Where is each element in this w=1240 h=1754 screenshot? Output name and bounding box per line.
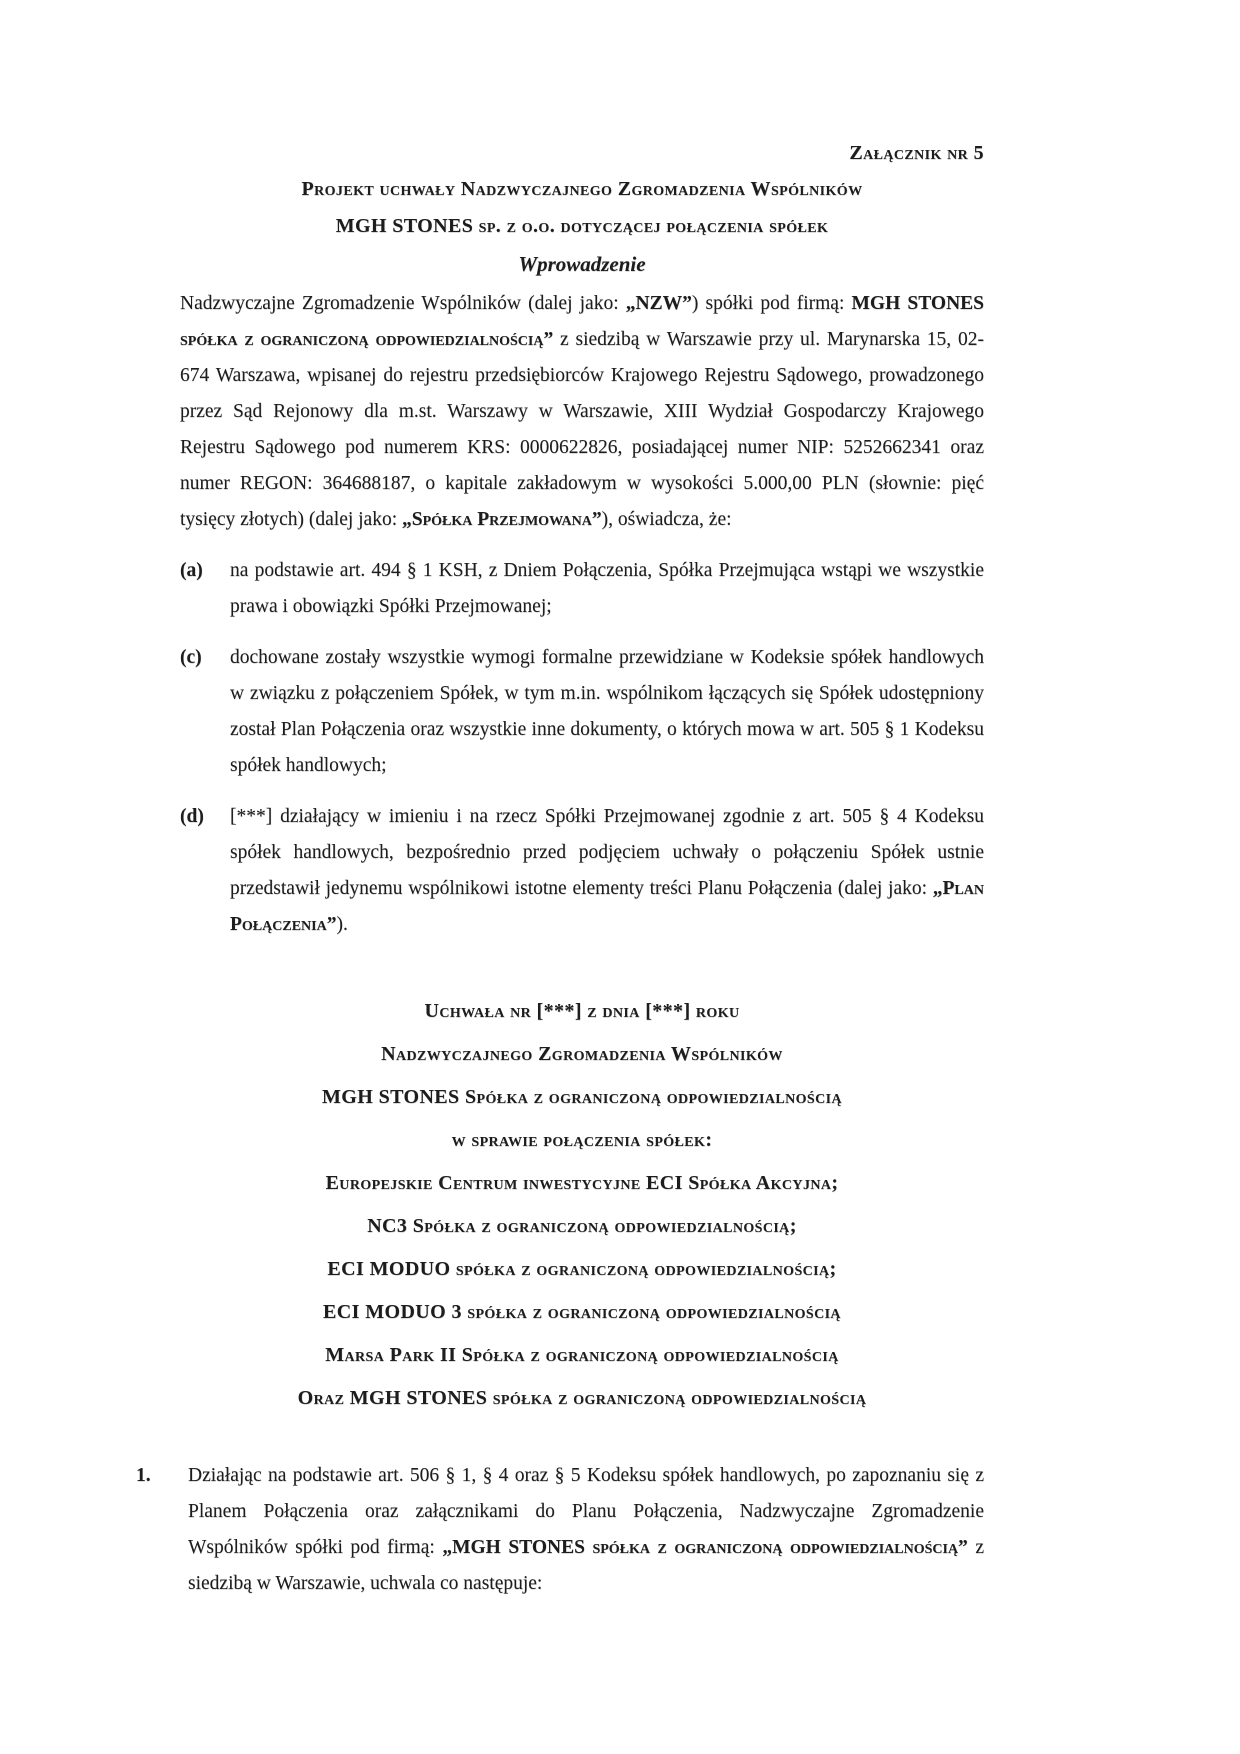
resolution-item-1-text: Działając na podstawie art. 506 § 1, § 4 oraz § 5 Kodeksu spółek handlowych, po zapoznaniu się z Planem Połączenia oraz załącznikami do Planu Połączenia, Nadzwyczajne Zgromadzenie Wspólników spółki pod firmą: „MGH STONES spółka z ograniczoną odpowiedzialnością” z siedzibą w Warszawie, uchwala co następuje: [188,1465,984,1594]
resolution-heading-line-7: ECI MODUO spółka z ograniczoną odpowiedzialnością; [327,1258,837,1280]
resolution-heading-line-6: NC3 Spółka z ograniczoną odpowiedzialnością; [367,1215,797,1237]
statement-marker-d: (d) [180,806,204,827]
intro-section-heading: Wprowadzenie [518,252,646,276]
resolution-heading-line-10: Oraz MGH STONES spółka z ograniczoną odpowiedzialnością [297,1387,867,1409]
attachment-label: Załącznik nr 5 [849,142,984,164]
resolution-heading-block [180,999,984,1410]
resolution-heading-line-9: Marsa Park II Spółka z ograniczoną odpowiedzialnością [325,1344,839,1366]
statement-marker-c: (c) [180,647,202,668]
resolution-item-1-marker: 1. [136,1465,151,1486]
resolution-heading-line-1: Uchwała nr [***] z dnia [***] roku [424,1000,740,1022]
resolution-heading-line-4: w sprawie połączenia spółek: [451,1129,713,1151]
resolution-heading-line-8: ECI MODUO 3 spółka z ograniczoną odpowiedzialnością [323,1301,841,1323]
resolution-heading-line-5: Europejskie Centrum inwestycyjne ECI Spółka Akcyjna; [325,1172,839,1194]
resolution-item-1 [136,1458,984,1602]
statement-text-c: dochowane zostały wszystkie wymogi formalne przewidziane w Kodeksie spółek handlowych w związku z połączeniem Spółek, w tym m.in. wspólnikom łączących się Spółek udostępniony został Plan Połączenia oraz wszystkie inne dokumenty, o których mowa w art. 505 § 1 Kodeksu spółek handlowych; [230,647,984,776]
statement-item-d [180,799,984,943]
resolution-heading-line-3: MGH STONES Spółka z ograniczoną odpowiedzialnością [322,1086,842,1108]
document-title-line-1: Projekt uchwały Nadzwyczajnego Zgromadzenia Wspólników [301,178,863,200]
statement-marker-a: (a) [180,560,203,581]
intro-paragraph: Nadzwyczajne Zgromadzenie Wspólników (dalej jako: „NZW”) spółki pod firmą: MGH STONES spółka z ograniczoną odpowiedzialnością” z siedzibą w Warszawie przy ul. Marynarska 15, 02-674 Warszawa, wpisanej do rejestru przedsiębiorców Krajowego Rejestru Sądowego, prowadzonego przez Sąd Rejonowy dla m.st. Warszawy w Warszawie, XIII Wydział Gospodarczy Krajowego Rejestru Sądowego pod numerem KRS: 0000622826, posiadającej numer NIP: 5252662341 oraz numer REGON: 364688187, o kapitale zakładowym w wysokości 5.000,00 PLN (słownie: pięć tysięcy złotych) (dalej jako: „Spółka Przejmowana”), oświadcza, że: [180,293,984,530]
statement-item-c [180,640,984,784]
document-title-line-2: MGH STONES sp. z o.o. dotyczącej połączenia spółek [335,215,829,237]
statement-item-a [180,553,984,625]
resolution-heading-line-2: Nadzwyczajnego Zgromadzenia Wspólników [381,1043,783,1065]
statement-text-a: na podstawie art. 494 § 1 KSH, z Dniem Połączenia, Spółka Przejmująca wstąpi we wszystkie prawa i obowiązki Spółki Przejmowanej; [230,560,984,617]
statement-text-d: [***] działający w imieniu i na rzecz Spółki Przejmowanej zgodnie z art. 505 § 4 Kodeksu spółek handlowych, bezpośrednio przed podjęciem uchwały o połączeniu Spółek ustnie przedstawił jedynemu wspólnikowi istotne elementy treści Planu Połączenia (dalej jako: „Plan Połączenia”). [230,806,984,935]
